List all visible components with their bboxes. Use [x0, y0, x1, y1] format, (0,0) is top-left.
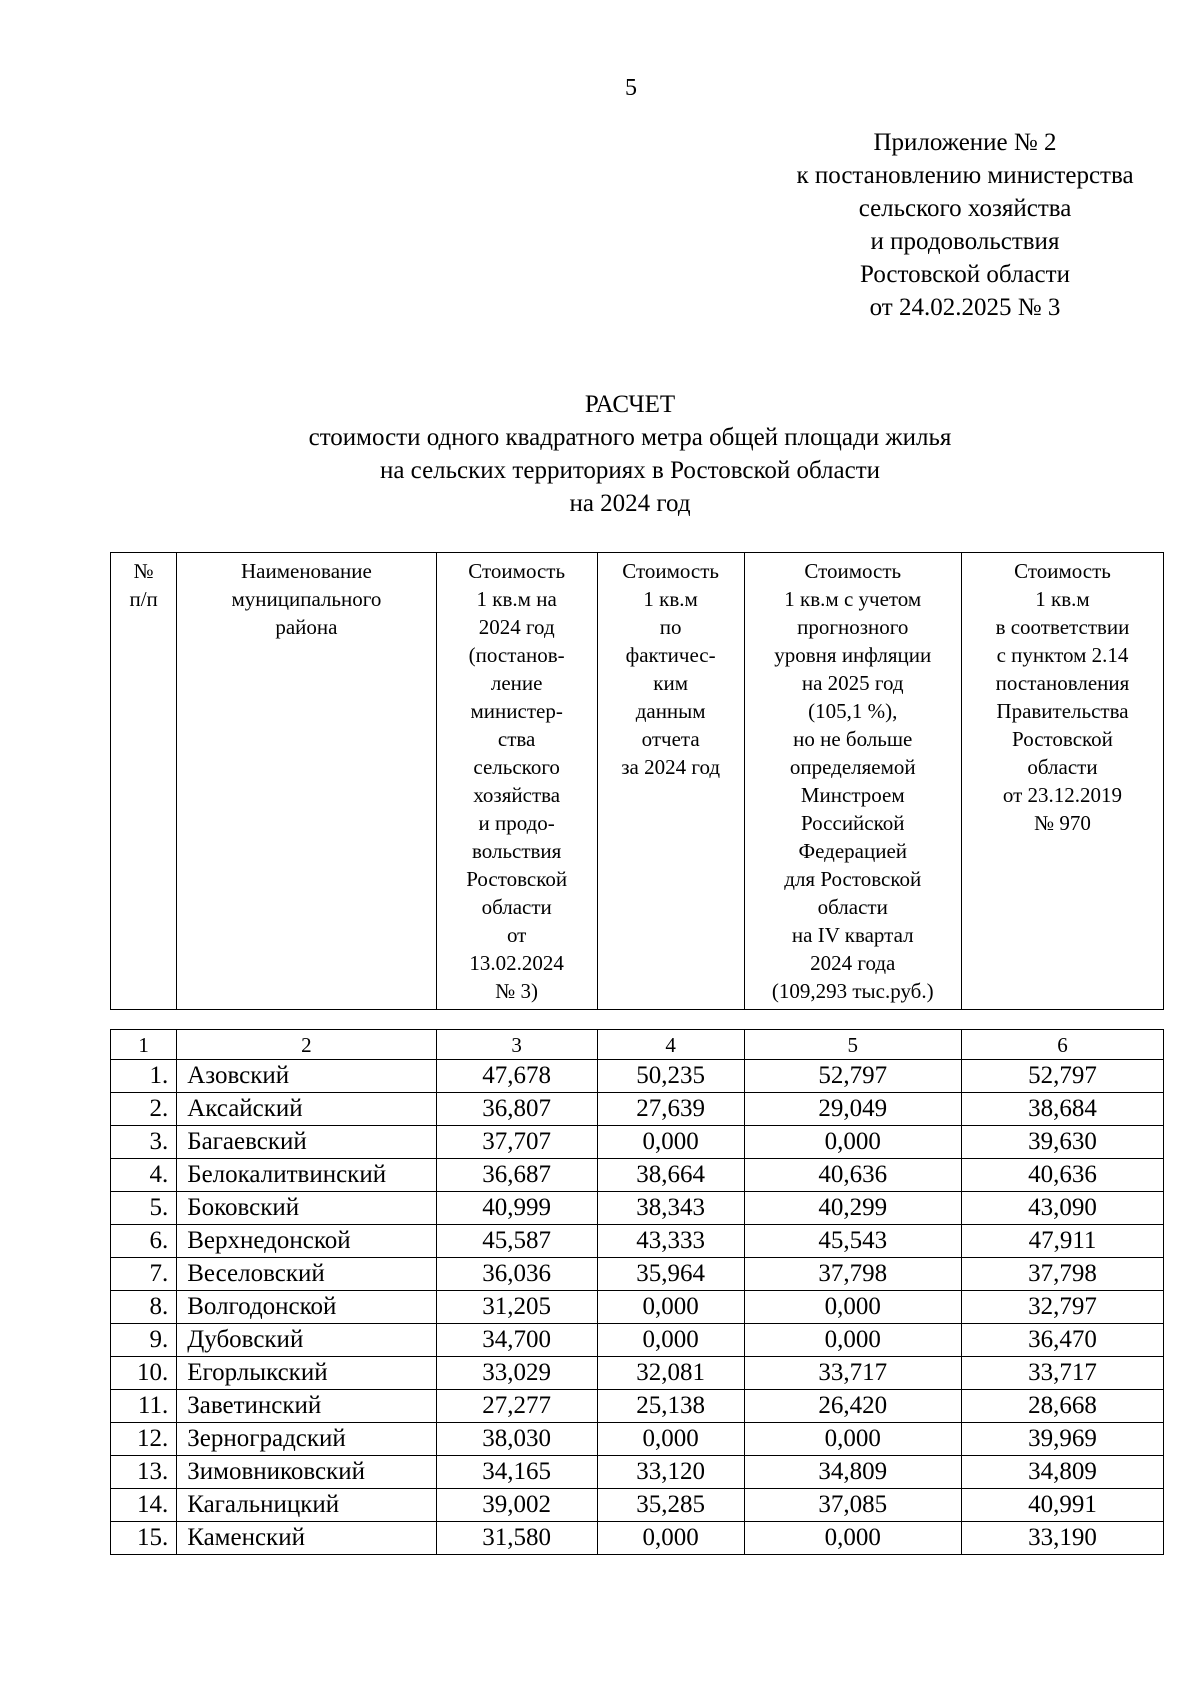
header-line: на IV квартал: [791, 923, 914, 947]
row-number: 2.: [111, 1093, 177, 1126]
header-line: № 970: [1034, 811, 1091, 835]
column-number: 6: [961, 1030, 1163, 1060]
header-line: ства: [497, 727, 536, 751]
district-name: Верхнедонской: [177, 1225, 436, 1258]
table-row: [111, 1357, 1164, 1390]
header-line: на 2025 год: [801, 671, 904, 695]
value-col-5: 52,797: [744, 1060, 961, 1093]
title-line: на 2024 год: [569, 490, 691, 517]
header-cell-2: [177, 553, 436, 1010]
table-row: [111, 1489, 1164, 1522]
value-col-6: 52,797: [961, 1060, 1163, 1093]
row-number: 6.: [111, 1225, 177, 1258]
header-line: прогнозного: [797, 615, 909, 639]
header-line: Правительства: [996, 699, 1129, 723]
appendix-line: Приложение № 2: [873, 129, 1057, 156]
header-line: №: [133, 559, 154, 583]
header-line: (105,1 %),: [808, 699, 898, 723]
value-col-6: 37,798: [961, 1258, 1163, 1291]
value-col-3: 33,029: [436, 1357, 597, 1390]
column-number: 5: [744, 1030, 961, 1060]
value-col-6: 47,911: [961, 1225, 1163, 1258]
value-col-5: 0,000: [744, 1522, 961, 1555]
header-line: Российской: [801, 811, 905, 835]
table-row: [111, 1060, 1164, 1093]
district-name: Веселовский: [177, 1258, 436, 1291]
header-line: муниципального: [231, 587, 382, 611]
header-line: отчета: [641, 727, 700, 751]
value-col-5: 26,420: [744, 1390, 961, 1423]
value-col-6: 34,809: [961, 1456, 1163, 1489]
appendix-block: [740, 126, 1190, 324]
district-name: Каменский: [177, 1522, 436, 1555]
page-number: 5: [625, 75, 637, 101]
value-col-6: 40,636: [961, 1159, 1163, 1192]
value-col-6: 33,717: [961, 1357, 1163, 1390]
table-row: [111, 1192, 1164, 1225]
value-col-3: 47,678: [436, 1060, 597, 1093]
value-col-5: 33,717: [744, 1357, 961, 1390]
document-title: [240, 388, 1020, 520]
header-line: в соответствии: [995, 615, 1130, 639]
header-line: Ростовской: [466, 867, 568, 891]
row-number: 1.: [111, 1060, 177, 1093]
value-col-4: 0,000: [597, 1291, 744, 1324]
header-line: постановления: [995, 671, 1130, 695]
value-col-3: 40,999: [436, 1192, 597, 1225]
header-line: области: [817, 895, 888, 919]
value-col-5: 0,000: [744, 1324, 961, 1357]
header-cell-4: [597, 553, 744, 1010]
header-line: области: [481, 895, 552, 919]
district-name: Волгодонской: [177, 1291, 436, 1324]
header-line: Стоимость: [622, 559, 720, 583]
value-col-5: 45,543: [744, 1225, 961, 1258]
value-col-3: 27,277: [436, 1390, 597, 1423]
row-number: 7.: [111, 1258, 177, 1291]
header-line: района: [275, 615, 338, 639]
header-row: [111, 553, 1164, 1010]
value-col-4: 0,000: [597, 1423, 744, 1456]
district-name: Азовский: [177, 1060, 436, 1093]
header-line: 1 кв.м: [643, 587, 698, 611]
value-col-6: 38,684: [961, 1093, 1163, 1126]
header-line: вольствия: [471, 839, 562, 863]
table-row: [111, 1456, 1164, 1489]
row-number: 8.: [111, 1291, 177, 1324]
header-line: сельского: [473, 755, 560, 779]
table-row: [111, 1258, 1164, 1291]
header-line: 2024 год: [478, 615, 555, 639]
value-col-3: 36,687: [436, 1159, 597, 1192]
header-line: 2024 года: [810, 951, 896, 975]
row-number: 15.: [111, 1522, 177, 1555]
row-number: 5.: [111, 1192, 177, 1225]
district-name: Белокалитвинский: [177, 1159, 436, 1192]
value-col-4: 0,000: [597, 1324, 744, 1357]
table-row: [111, 1159, 1164, 1192]
appendix-line: и продовольствия: [870, 228, 1060, 255]
header-line: от: [506, 923, 527, 947]
header-line: 1 кв.м с учетом: [784, 587, 922, 611]
table-header: [110, 552, 1164, 1010]
header-line: 13.02.2024: [469, 951, 564, 975]
header-cell-6: [961, 553, 1163, 1010]
row-number: 11.: [111, 1390, 177, 1423]
column-number: 3: [436, 1030, 597, 1060]
header-line: п/п: [129, 587, 158, 611]
header-line: для Ростовской: [784, 867, 922, 891]
district-name: Зимовниковский: [177, 1456, 436, 1489]
table-row: [111, 1324, 1164, 1357]
value-col-3: 34,165: [436, 1456, 597, 1489]
value-col-4: 32,081: [597, 1357, 744, 1390]
header-line: ление: [490, 671, 543, 695]
value-col-6: 32,797: [961, 1291, 1163, 1324]
district-name: Дубовский: [177, 1324, 436, 1357]
header-line: фактичес-: [625, 643, 716, 667]
value-col-5: 34,809: [744, 1456, 961, 1489]
appendix-line: к постановлению министерства: [796, 162, 1134, 189]
value-col-6: 40,991: [961, 1489, 1163, 1522]
row-number: 12.: [111, 1423, 177, 1456]
row-number: 3.: [111, 1126, 177, 1159]
header-cell-3: [436, 553, 597, 1010]
value-col-6: 36,470: [961, 1324, 1163, 1357]
column-number: 1: [111, 1030, 177, 1060]
value-col-5: 37,085: [744, 1489, 961, 1522]
value-col-3: 31,205: [436, 1291, 597, 1324]
value-col-5: 37,798: [744, 1258, 961, 1291]
value-col-4: 27,639: [597, 1093, 744, 1126]
value-col-3: 38,030: [436, 1423, 597, 1456]
header-line: от 23.12.2019: [1002, 783, 1123, 807]
value-col-4: 38,343: [597, 1192, 744, 1225]
header-line: и продо-: [478, 811, 555, 835]
appendix-line: сельского хозяйства: [858, 195, 1072, 222]
column-number: 2: [177, 1030, 436, 1060]
value-col-4: 25,138: [597, 1390, 744, 1423]
header-cell-5: [744, 553, 961, 1010]
table-row: [111, 1423, 1164, 1456]
value-col-3: 34,700: [436, 1324, 597, 1357]
value-col-3: 36,036: [436, 1258, 597, 1291]
header-line: Стоимость: [804, 559, 902, 583]
value-col-4: 35,964: [597, 1258, 744, 1291]
row-number: 13.: [111, 1456, 177, 1489]
value-col-6: 28,668: [961, 1390, 1163, 1423]
header-line: Минстроем: [800, 783, 905, 807]
header-line: (109,293 тыс.руб.): [771, 979, 934, 1003]
title-line: на сельских территориях в Ростовской области: [379, 457, 881, 484]
value-col-3: 39,002: [436, 1489, 597, 1522]
header-line: но не больше: [793, 727, 913, 751]
header-line: Федерацией: [798, 839, 907, 863]
row-number: 10.: [111, 1357, 177, 1390]
header-line: Стоимость: [468, 559, 566, 583]
district-name: Егорлыкский: [177, 1357, 436, 1390]
table-row: [111, 1522, 1164, 1555]
header-line: Наименование: [240, 559, 372, 583]
value-col-3: 37,707: [436, 1126, 597, 1159]
district-name: Зерноградский: [177, 1423, 436, 1456]
header-line: уровня инфляции: [774, 643, 932, 667]
header-line: за 2024 год: [621, 755, 721, 779]
title-heading: РАСЧЕТ: [584, 391, 676, 418]
header-line: определяемой: [789, 755, 916, 779]
value-col-3: 36,807: [436, 1093, 597, 1126]
appendix-line: от 24.02.2025 № 3: [869, 294, 1061, 321]
header-line: по: [659, 615, 682, 639]
appendix-line: Ростовской области: [860, 261, 1070, 288]
column-number-row: [111, 1030, 1164, 1060]
header-line: области: [1027, 755, 1098, 779]
header-line: Стоимость: [1014, 559, 1111, 583]
header-line: с пунктом 2.14: [996, 643, 1129, 667]
row-number: 4.: [111, 1159, 177, 1192]
header-line: (постанов-: [468, 643, 565, 667]
header-line: 1 кв.м: [1035, 587, 1090, 611]
value-col-5: 0,000: [744, 1423, 961, 1456]
value-col-5: 40,299: [744, 1192, 961, 1225]
value-col-6: 39,630: [961, 1126, 1163, 1159]
row-number: 9.: [111, 1324, 177, 1357]
value-col-4: 33,120: [597, 1456, 744, 1489]
data-table: [110, 1029, 1164, 1555]
district-name: Кагальницкий: [177, 1489, 436, 1522]
header-cell-1: [111, 553, 177, 1010]
header-line: № 3): [495, 979, 539, 1003]
value-col-4: 50,235: [597, 1060, 744, 1093]
district-name: Заветинский: [177, 1390, 436, 1423]
header-line: данным: [635, 699, 706, 723]
value-col-6: 39,969: [961, 1423, 1163, 1456]
value-col-5: 40,636: [744, 1159, 961, 1192]
value-col-4: 35,285: [597, 1489, 744, 1522]
district-name: Багаевский: [177, 1126, 436, 1159]
value-col-4: 0,000: [597, 1522, 744, 1555]
district-name: Боковский: [177, 1192, 436, 1225]
row-number: 14.: [111, 1489, 177, 1522]
value-col-6: 43,090: [961, 1192, 1163, 1225]
header-line: 1 кв.м на: [476, 587, 557, 611]
value-col-4: 38,664: [597, 1159, 744, 1192]
district-name: Аксайский: [177, 1093, 436, 1126]
value-col-3: 45,587: [436, 1225, 597, 1258]
value-col-4: 43,333: [597, 1225, 744, 1258]
value-col-6: 33,190: [961, 1522, 1163, 1555]
column-number: 4: [597, 1030, 744, 1060]
table-row: [111, 1093, 1164, 1126]
header-line: Ростовской: [1012, 727, 1113, 751]
table-row: [111, 1291, 1164, 1324]
value-col-5: 29,049: [744, 1093, 961, 1126]
table-row: [111, 1225, 1164, 1258]
header-line: министер-: [470, 699, 563, 723]
header-line: хозяйства: [473, 783, 561, 807]
table-row: [111, 1390, 1164, 1423]
header-line: ким: [653, 671, 688, 695]
value-col-5: 0,000: [744, 1126, 961, 1159]
value-col-4: 0,000: [597, 1126, 744, 1159]
value-col-5: 0,000: [744, 1291, 961, 1324]
title-line: стоимости одного квадратного метра общей площади жилья: [308, 424, 952, 451]
value-col-3: 31,580: [436, 1522, 597, 1555]
table-row: [111, 1126, 1164, 1159]
